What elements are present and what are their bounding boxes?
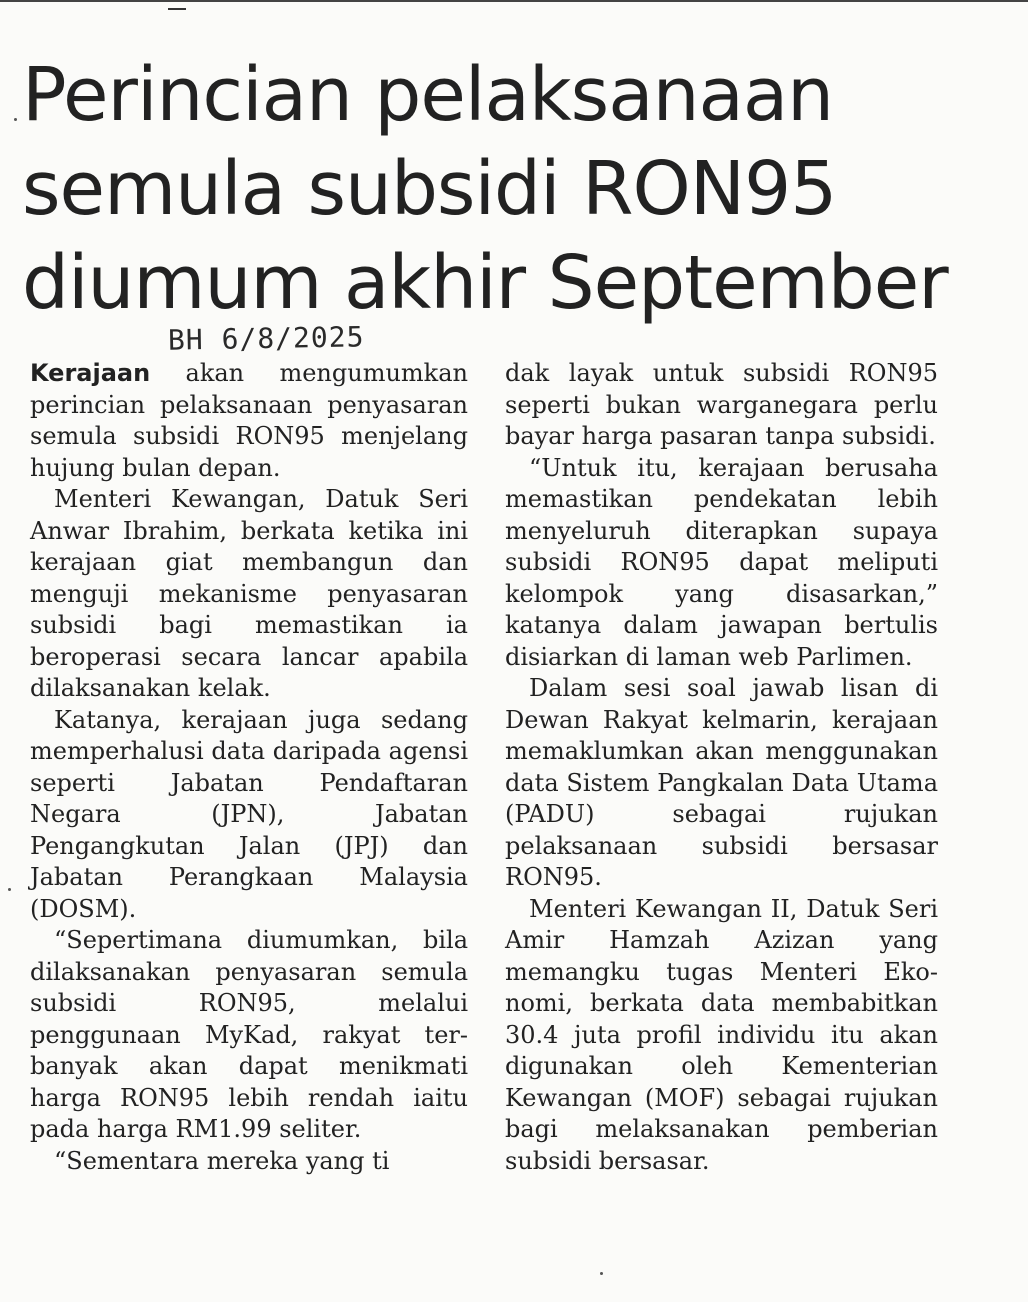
top-border-rule	[0, 0, 1028, 10]
paragraph: Menteri Kewangan, Datuk Seri Anwar Ibrahim, berkata ketika ini kerajaan giat membangun dan menguji mekanisme penyasaran subsidi bagi memastikan ia beroperasi secara lancar apabila dilaksanakan kelak.	[30, 485, 468, 702]
handwritten-date-note: BH 6/8/2025	[167, 320, 365, 357]
scan-speck	[8, 888, 11, 891]
paragraph: Katanya, kerajaan juga sedang memperhalusi data daripada agensi seperti Jabatan Pendaftaran Negara (JPN), Jabatan Pengangkutan Jalan (JPJ) dan Jabatan Perangkaan Malaysia (DOSM).	[30, 705, 468, 923]
article-column-left	[30, 358, 468, 1177]
paragraph: Menteri Kewangan II, Datuk Seri Amir Hamzah Azizan yang memangku tugas Menteri Ekonomi, berkata data membabitkan 30.4 juta profil individu itu akan digunakan oleh Kementerian Kewangan (MOF) sebagai rujukan bagi melaksanakan pemberian subsidi bersasar.	[505, 894, 938, 1175]
paragraph: “Untuk itu, kerajaan berusaha memastikan pendekatan lebih menyeluruh diterapkan supaya subsidi RON95 dapat meliputi kelompok yang disasarkan,” katanya dalam jawapan bertulis disiarkan di laman web Parlimen.	[505, 453, 938, 671]
headline	[22, 48, 1002, 330]
paragraph-text: akan mengumumkan perincian pelaksanaan penyasaran semula subsidi RON95 menjelang hujung bulan depan.	[30, 359, 468, 482]
paragraph: dak layak untuk subsidi RON95 seperti bukan warganegara perlu bayar harga pasaran tanpa subsidi.	[505, 359, 938, 450]
scan-speck	[14, 118, 17, 121]
headline-line-3: diumum akhir September	[22, 240, 948, 326]
headline-line-1: Perincian pelaksanaan	[22, 52, 834, 138]
paragraph	[30, 358, 468, 484]
paragraph: “Sementara mereka yang ti	[54, 1146, 390, 1175]
paragraph: “Sepertimana diumumkan, bila dilaksanakan penyasaran semula subsidi RON95, melalui penggunaan MyKad, rakyat terbanyak akan dapat menikmati harga RON95 lebih rendah iaitu pada harga RM1.99 seliter.	[30, 926, 468, 1143]
scan-speck	[600, 1272, 603, 1275]
headline-line-2: semula subsidi RON95	[22, 146, 837, 232]
article-column-right	[505, 358, 938, 1177]
lead-word: Kerajaan	[30, 359, 151, 387]
paragraph: Dalam sesi soal jawab lisan di Dewan Rakyat kelmarin, kerajaan memaklumkan akan menggunakan data Sistem Pangkalan Data Utama (PADU) sebagai rujukan pelaksanaan subsidi bersasar RON95.	[505, 674, 938, 891]
